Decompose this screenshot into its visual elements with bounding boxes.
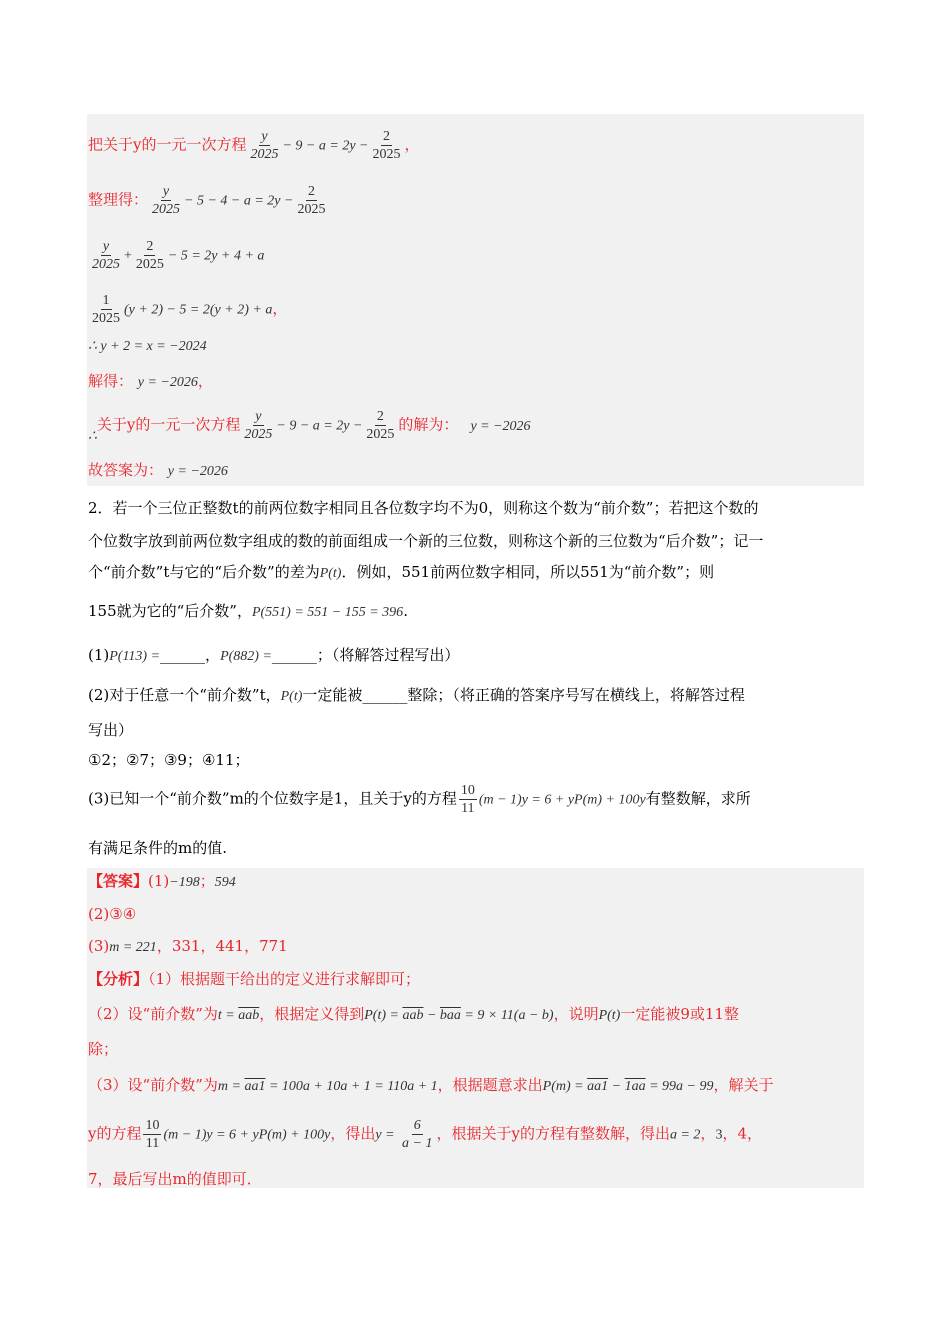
analysis-line-2: （2）设“前介数”为$t = \overline{aab}$，根据定义得到$P(t) = \overline{aab} - \overline{baa} = 9 \times 11(a - b)$，说明P(t)一定能被9或11整 <box>88 1005 739 1023</box>
solution-line-6: 解得： y = −2026， <box>88 372 213 390</box>
answer-line-3: (3)m = 221，331，441，771 <box>88 937 288 955</box>
solution-line-7: ∴关于y的一元一次方程 $\frac{y}{2025}$ − 9 − a = 2y − $\frac{2}{2025}$ 的解为： y = −2026 <box>88 409 531 444</box>
question-2-cont: 写出） <box>88 721 134 739</box>
problem2-line-1: 2．若一个三位正整数t的前两位数字相同且各位数字均不为0，则称这个数为“前介数”；若把这个数的 <box>88 499 759 517</box>
analysis-line-5: 7，最后写出m的值即可． <box>88 1170 262 1188</box>
solution-line-8: 故答案为： y = −2026 <box>88 461 228 479</box>
answer-line-1: 【答案】(1)−198；594 <box>88 872 236 890</box>
solution-line-2: 整理得： $\frac{y}{2025}$ − 5 − 4 − a = 2y − $\frac{2}{2025}$ <box>88 184 326 217</box>
problem2-line-2: 个位数字放到前两位数字组成的数的前面组成一个新的三位数，则称这个新的三位数为“后介数”；记一 <box>88 532 764 550</box>
solution-line-4: $\frac{1}{2025}$ (y + 2) − 5 = 2(y + 2) + a， <box>92 293 288 326</box>
solution-line-3: $\frac{y}{2025}$ + $\frac{2}{2025}$ − 5 = 2y + 4 + a <box>92 239 265 272</box>
question-2-options: ①2；②7；③9；④11； <box>88 751 250 769</box>
analysis-line-2-cont: 除； <box>88 1040 119 1058</box>
question-3-cont: 有满足条件的m的值. <box>88 839 227 857</box>
analysis-line-3: （3）设“前介数”为m = aa1 = 100a + 10a + 1 = 110a + 1，根据题意求出P(m) = aa1 − 1aa = 99a − 99，解关于 <box>88 1076 774 1094</box>
analysis-line-4: y的方程 $\frac{10}{11}$ (m − 1)y = 6 + yP(m) + 100y，得出y = $\frac{6}{a - 1}$ ，根据关于y的方程有整数解，得出a = 2，3，4， <box>88 1118 762 1151</box>
solution-line-5: ∴ y + 2 = x = −2024 <box>88 339 207 354</box>
answer-line-2: (2)③④ <box>88 905 137 923</box>
problem2-line-4: 155就为它的“后介数”，P(551) = 551 − 155 = 396. <box>88 602 408 620</box>
problem2-line-3: 个“前介数”t与它的“后介数”的差为P(t)．例如，551前两位数字相同，所以551为“前介数”；则 <box>88 563 715 581</box>
solution-line-1: 把关于y的一元一次方程 $\frac{y}{2025}$ − 9 − a = 2y − $\frac{2}{2025}$ ， <box>88 129 420 162</box>
question-3: (3)已知一个“前介数”m的个位数字是1，且关于y的方程 $\frac{10}{11}$ (m − 1)y = 6 + yP(m) + 100y有整数解，求所 <box>88 783 751 816</box>
question-2: (2)对于任意一个“前介数”t，P(t)一定能被______整除；（将正确的答案序号写在横线上，将解答过程 <box>88 686 745 704</box>
question-1: (1)P(113) =______，P(882) =______；（将解答过程写出） <box>88 646 460 664</box>
analysis-line-1: 【分析】（1）根据题干给出的定义进行求解即可； <box>88 970 421 988</box>
